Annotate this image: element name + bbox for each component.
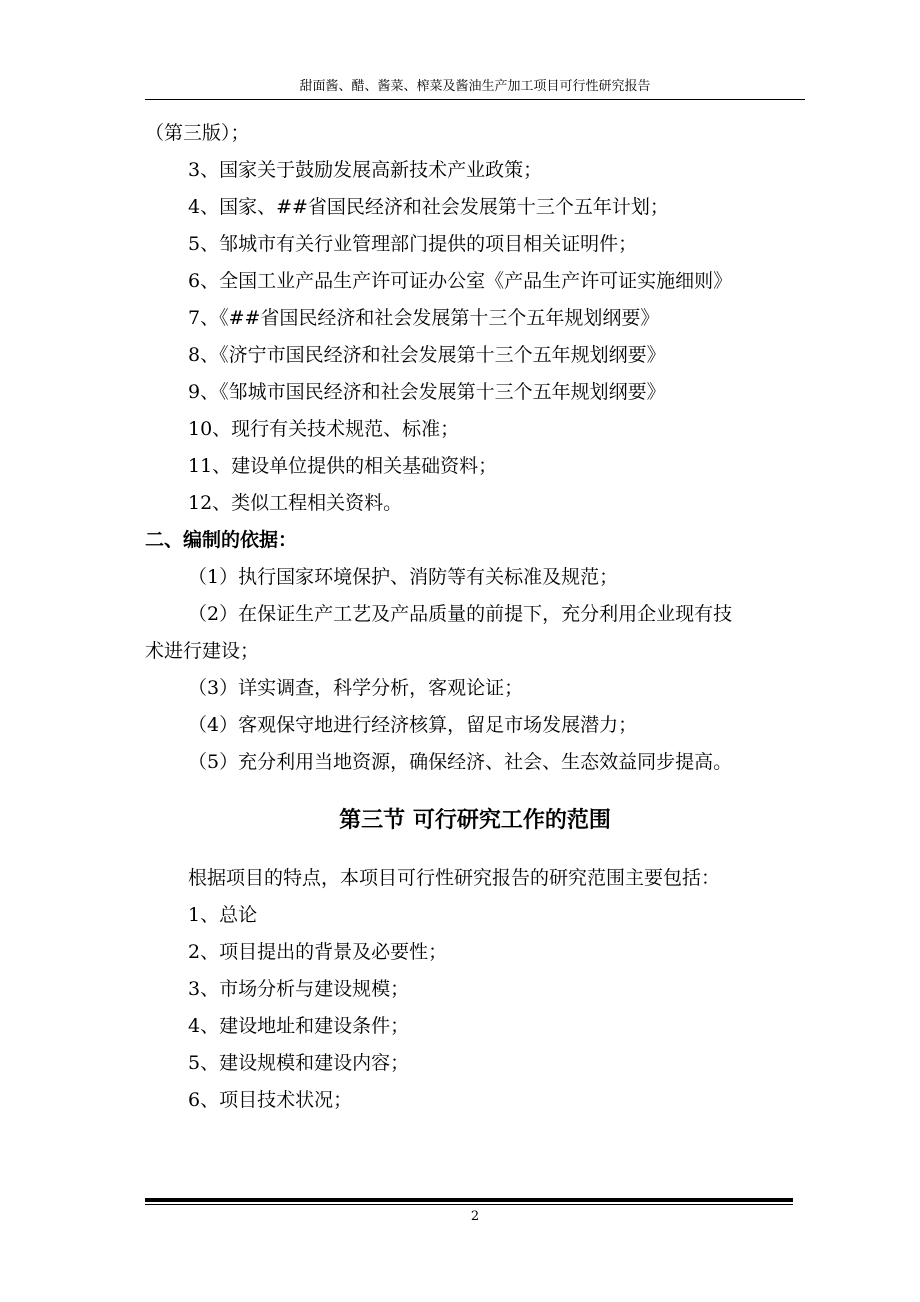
scope-item-6: 6、项目技术状况； [188,1089,353,1111]
footer-rule-thin [145,1204,793,1205]
scope-item-4: 4、建设地址和建设条件； [188,1015,410,1037]
compilation-item-4: （4）客观保守地进行经济核算，留足市场发展潜力； [188,714,638,736]
scope-intro: 根据项目的特点，本项目可行性研究报告的研究范围主要包括： [188,867,721,889]
compilation-item-1: （1）执行国家环境保护、消防等有关标准及规范； [188,566,619,588]
running-header: 甜面酱、醋、酱菜、榨菜及酱油生产加工项目可行性研究报告 [299,79,651,94]
page-number: 2 [470,1209,480,1224]
basis-item-10: 10、现行有关技术规范、标准； [188,418,460,440]
basis-item-3: 3、国家关于鼓励发展高新技术产业政策； [188,159,543,181]
scope-item-5: 5、建设规模和建设内容； [188,1052,410,1074]
basis-item-11: 11、建设单位提供的相关基础资料； [188,455,498,477]
basis-item-9: 9、《邹城市国民经济和社会发展第十三个五年规划纲要》 [188,381,666,403]
basis-item-8: 8、《济宁市国民经济和社会发展第十三个五年规划纲要》 [188,344,666,366]
scope-item-2: 2、项目提出的背景及必要性； [188,941,448,963]
header-rule [145,99,805,100]
basis-item-12: 12、类似工程相关资料。 [188,492,403,514]
compilation-item-3: （3）详实调查，科学分析，客观论证； [188,677,524,699]
compilation-basis-heading: 二、编制的依据： [145,529,298,551]
scope-item-3: 3、市场分析与建设规模； [188,978,410,1000]
scope-item-1: 1、总论 [188,904,258,926]
basis-item-4: 4、国家、##省国民经济和社会发展第十三个五年计划； [188,196,669,218]
section-title: 第三节 可行研究工作的范围 [339,808,611,833]
body-text [145,121,805,1125]
compilation-item-5: （5）充分利用当地资源，确保经济、社会、生态效益同步提高。 [188,751,733,773]
basis-item-6: 6、全国工业产品生产许可证办公室《产品生产许可证实施细则》 [188,270,733,292]
basis-item-5: 5、邹城市有关行业管理部门提供的项目相关证明件； [188,233,638,255]
basis-item-7: 7、《##省国民经济和社会发展第十三个五年规划纲要》 [188,307,660,329]
compilation-item-2-line-2: 术进行建设； [145,640,260,662]
list-continuation: （第三版）； [145,122,250,144]
footer-rule-thick [145,1198,793,1202]
compilation-item-2-line-1: （2）在保证生产工艺及产品质量的前提下，充分利用企业现有技 [188,603,733,625]
